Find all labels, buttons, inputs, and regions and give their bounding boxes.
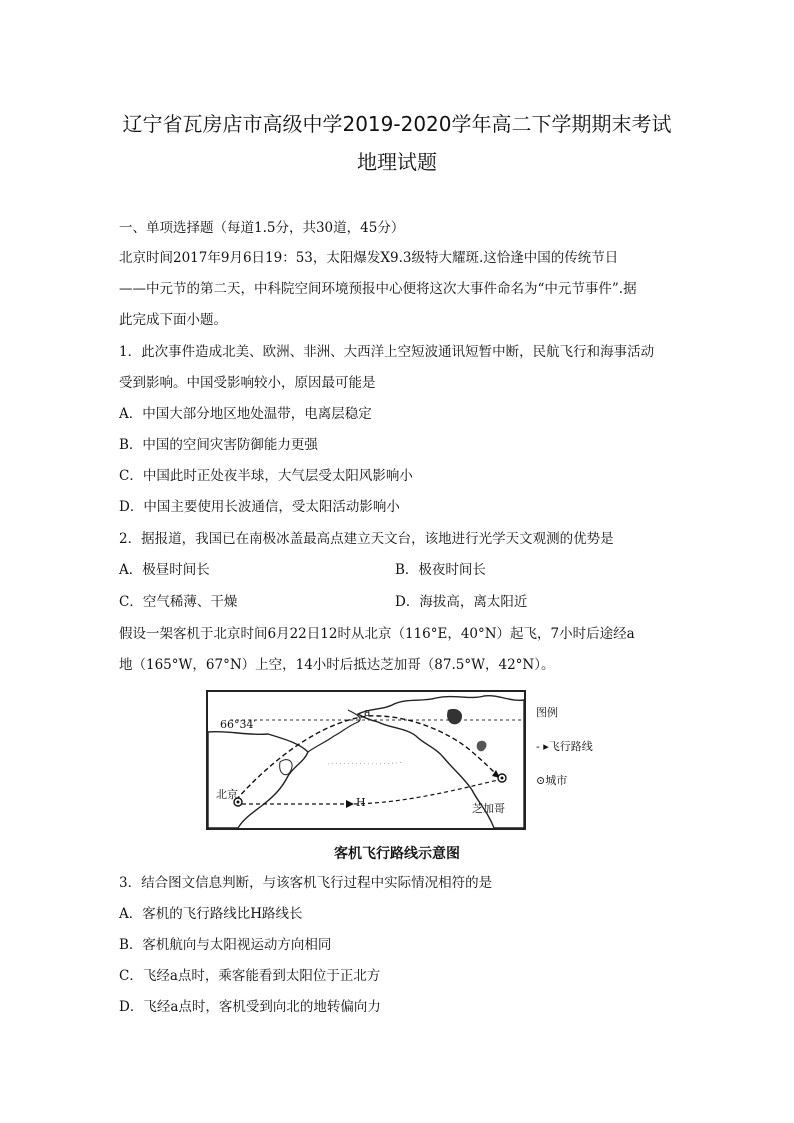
q3-option-a: A．客机的飞行路线比H路线长 (119, 906, 303, 922)
latitude-label: 66°34′ (220, 718, 256, 731)
h-route-path (242, 780, 498, 804)
h-route-arrow (346, 800, 354, 808)
exam-subtitle: 地理试题 (357, 150, 437, 174)
q2-stem: 2．据报道，我国已在南极冰盖最高点建立天文台，该地进行光学天文观测的优势是 (119, 531, 614, 547)
intro-line-3: 此完成下面小题。 (119, 312, 227, 328)
q1-option-b: B．中国的空间灾害防御能力更强 (119, 437, 318, 453)
legend-route (536, 740, 593, 754)
legend-city-label: 城市 (545, 774, 568, 787)
scenario-line-2: 地（165°W，67°N）上空，14小时后抵达芝加哥（87.5°W，42°N）。 (119, 657, 555, 673)
asia-coast-shape (208, 732, 308, 828)
q3-option-d: D．飞经a点时，客机受到向北的地转偏向力 (119, 999, 381, 1015)
q3-stem: 3．结合图文信息判断，与该客机飞行过程中实际情况相符的是 (119, 875, 493, 891)
exam-title: 辽宁省瓦房店市高级中学2019-2020学年高二下学期期末考试 (122, 112, 672, 136)
q2-option-b: B．极夜时间长 (395, 562, 486, 578)
section-heading: 一、单项选择题（每道1.5分，共30道，45分） (119, 220, 405, 236)
flight-route-map (206, 690, 526, 830)
q1-option-d: D．中国主要使用长波通信，受太阳活动影响小 (119, 499, 400, 515)
q1-stem-line-2: 受到影响。中国受影响较小，原因最可能是 (119, 375, 376, 391)
q1-option-c: C．中国此时正处夜半球，大气层受太阳风影响小 (119, 468, 413, 484)
q1-option-a: A．中国大部分地区地处温带，电离层稳定 (119, 406, 372, 422)
scenario-line-1: 假设一架客机于北京时间6月22日12时从北京（116°E，40°N）起飞，7小时后途经a (119, 626, 635, 642)
q3-option-c: C．飞经a点时，乘客能看到太阳位于正北方 (119, 968, 381, 984)
pacific-dotted-line (328, 762, 404, 764)
point-a-label: a (364, 706, 371, 719)
q1-stem-line-1: 1．此次事件造成北美、欧洲、非洲、大西洋上空短波通讯短暂中断，民航飞行和海事活动 (119, 344, 655, 360)
q3-option-b: B．客机航向与太阳视运动方向相同 (119, 937, 332, 953)
intro-line-1: 北京时间2017年9月6日19：53，太阳爆发X9.3级特大耀斑.这恰逢中国的传统节日 (119, 250, 619, 266)
legend-route-icon: - ▸ (536, 740, 549, 753)
legend-title: 图例 (536, 706, 558, 719)
legend-city-icon: ⊙ (536, 774, 546, 787)
hudson-bay-shape (447, 709, 462, 724)
map-legend (536, 706, 593, 808)
legend-city (536, 774, 593, 788)
h-route-label: H (356, 796, 366, 809)
figure-caption: 客机飞行路线示意图 (334, 846, 460, 862)
great-lakes-shape (477, 741, 487, 752)
japan-shape (280, 760, 292, 775)
chicago-label: 芝加哥 (472, 802, 505, 815)
intro-line-2: ——中元节的第二天，中科院空间环境预报中心便将这次大事件命名为“中元节事件”.据 (119, 281, 637, 297)
legend-route-label: 飞行路线 (548, 740, 593, 753)
q2-option-c: C．空气稀薄、干燥 (119, 594, 238, 610)
q2-option-a: A．极昼时间长 (119, 562, 210, 578)
flight-route-path (236, 716, 500, 800)
beijing-label: 北京 (216, 788, 238, 801)
kamchatka-shape (308, 710, 360, 752)
q2-option-d: D．海拔高，离太阳近 (395, 594, 528, 610)
chicago-city-dot (501, 777, 504, 780)
